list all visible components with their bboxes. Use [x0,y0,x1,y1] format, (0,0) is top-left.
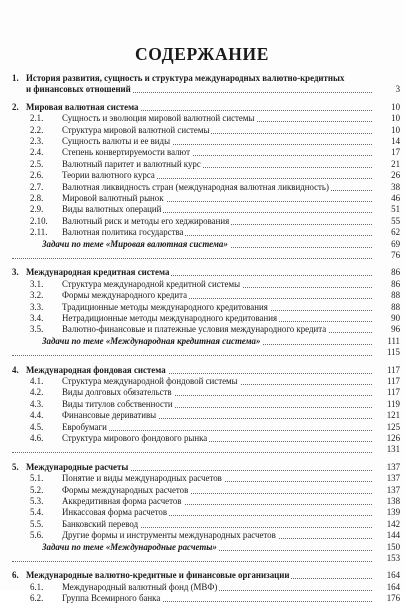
toc-page-number: 121 [386,410,400,421]
toc-label: Формы международного кредита [62,290,188,301]
toc-page-number: 38 [391,181,400,192]
toc-label: Валютный паритет и валютный курс [62,158,201,169]
toc-page-number: 88 [391,290,400,301]
toc-number: 6.1. [30,581,44,592]
toc-number: 5.2. [30,484,44,495]
toc-page-number: 3 [395,84,400,95]
toc-label: Банковский перевод [62,518,139,529]
toc-page-number: 88 [391,301,400,312]
toc-label: Структура мировой валютной системы [62,124,210,135]
toc-page-number: 96 [391,324,400,335]
toc-label: Теории валютного курса [62,170,155,181]
toc-number: 2.2. [30,124,44,135]
toc-number: 1. [12,73,19,83]
toc-label: Понятие и виды международных расчетов [62,473,222,484]
toc-number: 2.11. [30,227,48,238]
toc-label: Мировая валютная система [26,101,139,112]
toc-page-number: 86 [391,267,400,278]
toc-number: 2.3. [30,136,44,146]
toc-page-number: 115 [387,347,400,358]
toc-label: Структура международной фондовой системы [62,376,238,386]
toc-label: Структура мирового фондового рынка [62,433,208,443]
toc-number: 2.7. [30,181,44,192]
toc-label: и финансовых отношений [26,84,131,95]
toc-leader-dots [12,441,372,453]
toc-chapter-row[interactable] [0,83,404,95]
toc-label: Финансовые деривативы [62,410,157,421]
toc-page-number: 62 [391,227,400,238]
toc-label: Группа Всемирного банка [62,593,161,604]
toc-label: Валютно-финансовые и платежные условия международного кредита [62,324,327,335]
toc-label: Виды долговых обязательств [62,387,172,398]
toc-number: 4.5. [30,421,44,432]
toc-label: Структура международной кредитной системы [62,278,241,289]
toc-section-row[interactable] [0,592,404,604]
toc-page-number: 17 [391,147,400,158]
toc-page-number: 117 [387,376,400,386]
toc-label: Задачи по теме «Международная кредитная система» [42,335,261,346]
toc-page-number: 153 [386,553,400,563]
toc-page-number: 26 [391,170,400,181]
toc-page-number: 119 [387,398,400,409]
toc-label: Формы международных расчетов [62,484,189,495]
toc-page-number: 138 [386,496,400,506]
toc-leader-dots [12,550,372,562]
toc-label: Виды титулов собственности [62,398,173,409]
toc-number: 2.1. [30,113,44,124]
toc-page-number: 86 [391,278,400,289]
toc-label: Мировой валютный рынок [62,193,164,203]
toc-label: Валютный риск и методы его хеджирования [62,215,230,226]
toc-number: 3.5. [30,324,44,335]
toc-page-number: 10 [391,101,400,112]
toc-page-number: 76 [391,250,400,260]
toc-label: Задачи по теме «Мировая валютная система» [42,238,228,249]
toc-page-number: 137 [386,484,400,495]
toc-leader-dots [12,344,372,356]
toc-page-number: 164 [386,570,400,581]
toc-label: Задачи по теме «Международные расчеты» [42,541,217,552]
toc-page-number: 51 [391,204,400,215]
toc-number: 4.6. [30,433,44,443]
toc-number: 2.6. [30,170,44,181]
toc-label: Сущность валюты и ее виды [62,136,171,146]
toc-label: История развития, сущность и структура международных валютно-кредитных [26,73,345,83]
toc-number: 4.2. [30,387,44,398]
toc-number: 5. [12,461,19,472]
toc-number: 3. [12,267,19,278]
page-title: СОДЕРЖАНИЕ [134,44,269,64]
toc-chapter-row[interactable] [0,552,404,564]
toc-page-number: 125 [386,421,400,432]
toc-number: 4.1. [30,376,44,386]
toc-label: Нетрадиционные методы международного кредитования [62,313,278,323]
toc-label: Традиционные методы международного кредитования [62,301,268,312]
toc-label: Евробумаги [62,421,107,432]
toc-number: 6.2. [30,593,44,604]
toc-number: 2.4. [30,147,44,158]
toc-page-number: 55 [391,215,400,226]
toc-page-number: 142 [386,518,400,529]
toc-page-number: 137 [386,473,400,484]
toc-page-number: 14 [391,136,400,146]
toc-number: 5.4. [30,507,44,518]
toc-label: Другие формы и инструменты международных расчетов [62,530,276,541]
toc-page-number: 164 [386,581,400,592]
toc-number: 3.3. [30,301,44,312]
toc-label: Степень конвертируемости валют [62,147,190,158]
toc-label: Валютная ликвидность стран (международная валютная ликвидность) [62,181,329,192]
toc-number: 2.8. [30,193,44,203]
toc-chapter-row[interactable] [0,443,404,455]
toc-page-number: 144 [386,530,400,541]
toc-number: 3.1. [30,278,44,289]
toc-leader-dots [12,247,372,259]
toc-chapter-row[interactable] [0,346,404,358]
toc-number: 3.2. [30,290,44,301]
toc-label: Аккредитивная форма расчетов [62,496,182,506]
toc-label: Валютная политика государства [62,227,184,238]
toc-label: Сущность и эволюция мировой валютной системы [62,113,255,124]
toc-label: Инкассовая форма расчетов [62,507,168,518]
toc-number: 2.10. [30,215,48,226]
toc-number: 4.4. [30,410,44,421]
toc-page-number: 10 [391,113,400,124]
toc-page-number: 137 [386,461,400,472]
toc-page-number: 126 [386,433,400,443]
toc-page-number: 111 [387,335,400,346]
toc-page-number: 176 [386,593,400,604]
toc-label: Международные расчеты [26,461,129,472]
toc-number: 5.1. [30,473,44,484]
toc-page-number: 131 [386,444,400,455]
toc-chapter-row[interactable] [0,249,404,261]
toc-label: Международные валютно-кредитные и финансовые организации [26,570,290,581]
toc-number: 5.6. [30,530,44,541]
toc-number: 4.3. [30,398,44,409]
toc-page-number: 69 [391,238,400,249]
toc-page-number: 117 [387,387,400,398]
toc-number: 2. [12,101,19,112]
toc-number: 6. [12,570,19,581]
toc-page-number: 46 [391,193,400,203]
toc-number: 2.5. [30,158,44,169]
toc-label: Международная кредитная система [26,267,170,278]
toc-number: 4. [12,364,19,375]
toc-number: 2.9. [30,204,44,215]
toc-label: Виды валютных операций [62,204,162,215]
toc-page-number: 139 [386,507,400,518]
toc-label: Международная фондовая система [26,364,166,375]
toc-page-number: 21 [391,158,400,169]
toc-number: 3.4. [30,313,44,323]
toc-number: 5.5. [30,518,44,529]
toc-page-number: 117 [387,364,400,375]
toc-page-number: 10 [391,124,400,135]
toc-page-number: 90 [391,313,400,323]
toc-label: Международный валютный фонд (МВФ) [62,581,218,592]
toc-number: 5.3. [30,496,44,506]
toc-page-number: 150 [386,541,400,552]
